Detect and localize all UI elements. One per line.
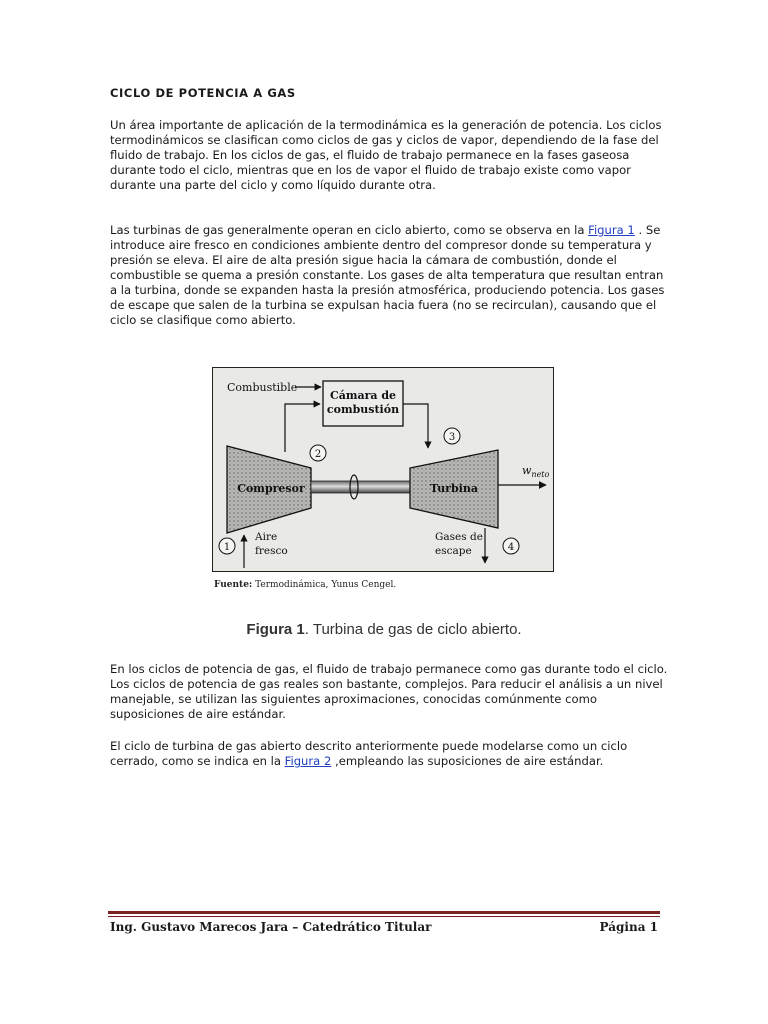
gas-turbine-diagram: [212, 367, 554, 572]
turbina-label: Turbina: [430, 482, 478, 495]
figura-2-link[interactable]: Figura 2: [284, 754, 332, 768]
flow-line-3: [403, 404, 428, 448]
caption-text: . Turbina de gas de ciclo abierto.: [304, 621, 522, 638]
aire-label-line1: Aire: [255, 531, 278, 543]
paragraph-text: El ciclo de turbina de gas abierto descrito anteriormente puede modelarse como un ciclo cerrado, como se indica en la: [110, 739, 628, 768]
compresor-label: Compresor: [237, 482, 305, 495]
figura-1-link[interactable]: Figura 1: [588, 223, 635, 237]
footer-rule-thick: [108, 911, 660, 914]
paragraph-intro: Un área importante de aplicación de la termodinámica es la generación de potencia. Los ciclos termodinámicos se clasifican como ciclos de gas y ciclos de vapor, dependiendo de la fase del fluido de trabajo. En los ciclos de gas, el fluido de trabajo permanece en la fases gaseosa durante todo el ciclo, mientras que en los de vapor el fluido de trabajo existe como vapor durante una parte del ciclo y como líquido durante otra.: [110, 118, 662, 192]
source-label: Fuente:: [214, 580, 253, 590]
figure-caption: [0, 621, 768, 638]
section-heading: CICLO DE POTENCIA A GAS: [110, 86, 296, 100]
gases-label-line2: escape: [435, 545, 472, 557]
footer-author: Ing. Gustavo Marecos Jara – Catedrático Titular: [110, 920, 432, 934]
combustible-label: Combustible: [227, 381, 298, 394]
camara-label-line1: Cámara de: [329, 389, 397, 402]
paragraph-open-cycle: [110, 223, 670, 328]
paragraph-assumptions: En los ciclos de potencia de gas, el fluido de trabajo permanece como gas durante todo el ciclo. Los ciclos de potencia de gas reales son bastante, complejos. Para reducir el análisis a un nivel manejable, se utilizan las siguientes aproximaciones, conocidas comúnmente como suposiciones de aire estándar.: [110, 662, 668, 721]
source-text: Termodinámica, Yunus Cengel.: [252, 580, 397, 590]
aire-label-line2: fresco: [255, 545, 288, 557]
state-3-label: 3: [448, 432, 456, 443]
caption-label: Figura 1: [246, 621, 305, 638]
footer-rule-thin: [108, 916, 660, 917]
paragraph-text: Las turbinas de gas generalmente operan en ciclo abierto, como se observa en la: [110, 223, 589, 237]
state-2-label: 2: [314, 449, 322, 460]
gases-label-line1: Gases de: [435, 531, 483, 543]
w-sub-label: neto: [531, 470, 550, 479]
camara-label-line2: combustión: [326, 403, 400, 416]
figure-source: [214, 580, 396, 590]
flow-line-2: [285, 404, 320, 452]
paragraph-closed-cycle: [110, 739, 670, 769]
state-1-label: 1: [223, 542, 231, 553]
diagram-svg: [213, 368, 553, 571]
shaft: [311, 481, 410, 493]
paragraph-text: . Se introduce aire fresco en condiciones ambiente dentro del compresor donde su temperatura y presión se eleva. El aire de alta presión sigue hacia la cámara de combustión, donde el combustible se quema a presión constante. Los gases de alta temperatura que resultan entran a la turbina, donde se expanden hasta la presión atmosférica, produciendo potencia. Los gases de escape que salen de la turbina se expulsan hacia fuera (no se recirculan), causando que el ciclo se clasifique como abierto.: [110, 223, 665, 327]
paragraph-text: ,empleando las suposiciones de aire estándar.: [331, 754, 604, 768]
w-neto-label: [522, 464, 550, 479]
w-label: w: [522, 464, 532, 477]
footer-page-number: Página 1: [599, 920, 658, 934]
state-4-label: 4: [507, 542, 515, 553]
